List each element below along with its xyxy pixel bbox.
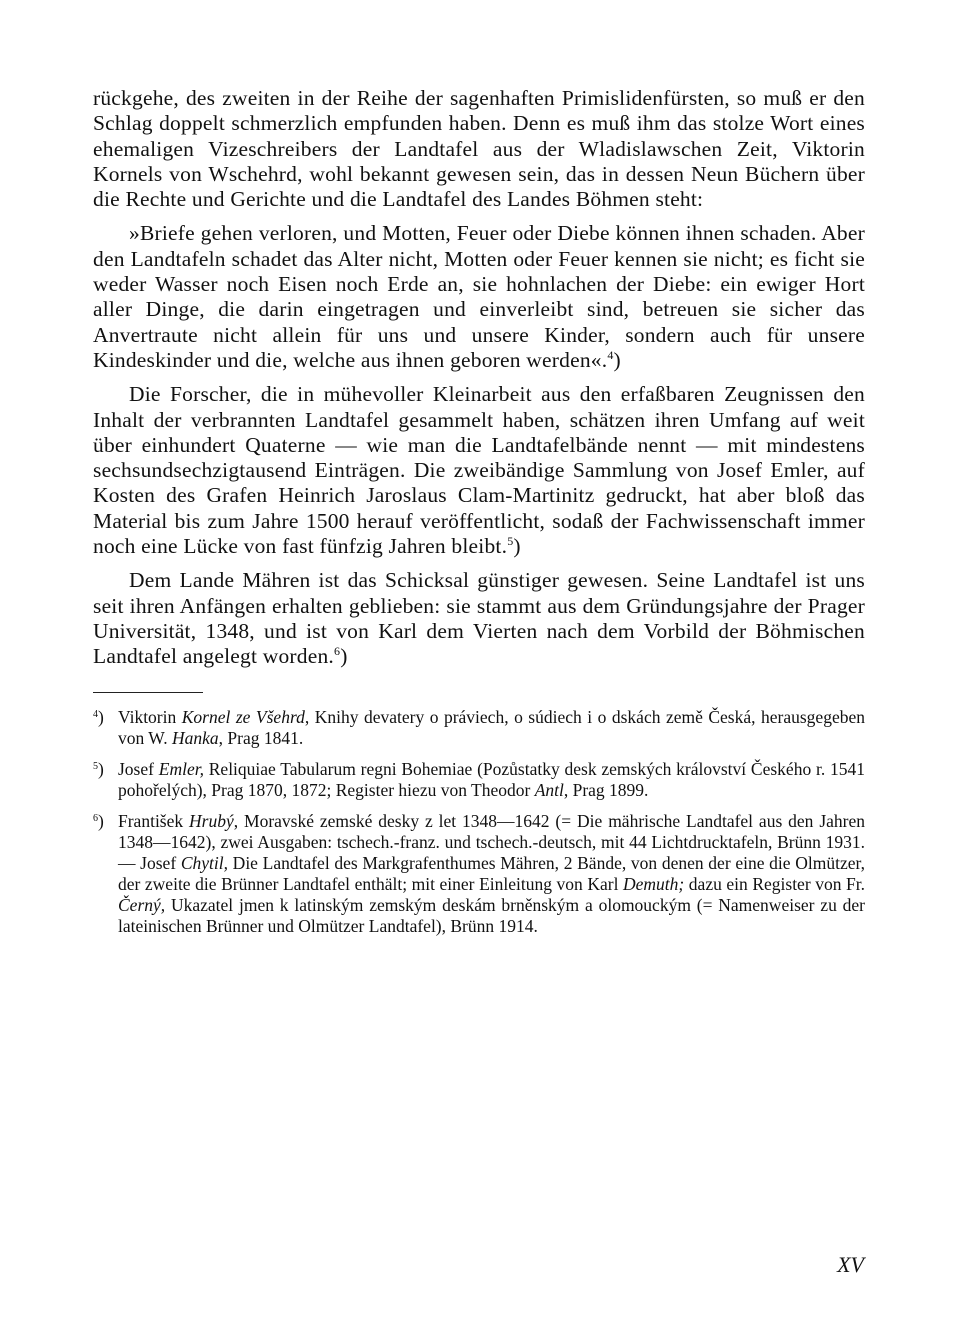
footnote-separator <box>93 692 203 693</box>
document-page <box>93 86 865 947</box>
paragraph-4: Dem Lande Mähren ist das Schicksal günstiger gewesen. Seine Landtafel ist uns seit ihren Anfängen erhalten geblieben: sie stammt aus dem Gründungsjahre der Prager Universität, 1348, und ist von Karl dem Vierten nach dem Vorbild der Böhmischen Landtafel angelegt worden.$^6$) <box>93 568 865 669</box>
paragraph-text: rückgehe, des zweiten in der Reihe der sagenhaften Primislidenfürsten, so muß er den Schlag doppelt schmerzlich empfunden haben. Denn es muß ihm das stolze Wort eines ehemaligen Vizeschreibers der Landtafel aus der Wladislawschen Zeit, Viktorin Kornels von Wschehrd, wohl bekannt gewesen sein, das in dessen Neun Büchern über die Rechte und Gerichte und die Landtafel des Landes Böhmen steht: <box>93 86 865 212</box>
footnote-4 <box>93 707 865 749</box>
footnote-ref-4: 4 <box>607 347 614 362</box>
paragraph-text: »Briefe gehen verloren, und Motten, Feuer oder Diebe können ihnen schaden. Aber den Landtafeln schadet das Alter nicht, Motten oder Feuer kennen sie nicht; es ficht sie weder Wasser noch Eisen noch Erde an, sie hohnlachen der Diebe: ein ewiger Hort aller Dinge, die darin eingetragen und einverleibt sind, betreuen sie sicher das Anvertraute nicht allein für uns und unsere Kinder, sondern auch für unsere Kindeskinder und die, welche aus ihnen geboren werden«. <box>93 221 865 372</box>
footnote-text: František Hrubý, Moravské zemské desky z let 1348—1642 (= Die mährische Landtafel aus den Jahren 1348—1642), zwei Ausgaben: tschech.-franz. und tschech.-deutsch, mit 44 Lichtdrucktafeln, Brünn 1931. — Josef Chytil, Die Landtafel des Markgrafenthumes Mähren, 2 Bände, von denen der eine die Olmützer, der zweite die Brünner Landtafel enthält; mit einer Einleitung von Karl Demuth; dazu ein Register von Fr. Černý, Ukazatel jmen k latinským zemským deskám brněnským a olomouckým (= Namenweiser zu der lateinischen Brünner und Olmützer Landtafel), Brünn 1914. <box>118 810 865 936</box>
footnote-mark: $^6$) <box>93 810 104 831</box>
footnote-ref-5: 5 <box>507 534 514 549</box>
footnote-5 <box>93 759 865 801</box>
footnote-text: Josef Emler, Reliquiae Tabularum regni Bohemiae (Pozůstatky desk zemských království Českého r. 1541 pohořelých), Prag 1870, 1872; Register hiezu von Theodor Antl, Prag 1899. <box>118 758 866 800</box>
paragraph-text: Dem Lande Mähren ist das Schicksal günstiger gewesen. Seine Landtafel ist uns seit ihren Anfängen erhalten geblieben: sie stammt aus dem Gründungsjahre der Prager Universität, 1348, und ist von Karl dem Vierten nach dem Vorbild der Böhmischen Landtafel angelegt worden. <box>93 568 865 669</box>
footnote-text: Viktorin Kornel ze Všehrd, Knihy devatery o práviech, o súdiech i o dskách země Česká, herausgegeben von W. Hanka, Prag 1841. <box>118 706 865 748</box>
footnote-mark: $^4$) <box>93 706 104 727</box>
footnote-6 <box>93 811 865 937</box>
footnotes <box>93 707 865 937</box>
paragraph-1 <box>93 86 865 212</box>
page-number: XV <box>837 1252 864 1277</box>
paragraph-3: Die Forscher, die in mühevoller Kleinarbeit aus den erfaßbaren Zeugnissen den Inhalt der verbrannten Landtafel gesammelt haben, schätzen ihren Umfang auf weit über einhundert Quaterne — wie man die Landtafelbände nennt — mit mindestens sechsundsechzigtausend Einträgen. Die zweibändige Sammlung von Josef Emler, auf Kosten des Grafen Heinrich Jaroslaus Clam-Martinitz gedruckt, hat aber bloß das Material bis zum Jahre 1500 herauf veröffentlicht, sodaß der Fachwissenschaft immer noch eine Lücke von fast fünfzig Jahren bleibt.$^5$) <box>93 382 865 559</box>
paragraph-2-quote: »Briefe gehen verloren, und Motten, Feuer oder Diebe können ihnen schaden. Aber den Landtafeln schadet das Alter nicht, Motten oder Feuer kennen sie nicht; es ficht sie weder Wasser noch Eisen noch Erde an, sie hohnlachen der Diebe: ein ewiger Hort aller Dinge, die darin eingetragen und einverleibt sind, betreuen sie sicher das Anvertraute nicht allein für uns und unsere Kinder, sondern auch für unsere Kindeskinder und die, welche aus ihnen geboren werden«.$^4$) <box>93 221 865 372</box>
paragraph-text: Die Forscher, die in mühevoller Kleinarbeit aus den erfaßbaren Zeugnissen den Inhalt der verbrannten Landtafel gesammelt haben, schätzen ihren Umfang auf weit über einhundert Quaterne — wie man die Landtafelbände nennt — mit mindestens sechsundsechzigtausend Einträgen. Die zweibändige Sammlung von Josef Emler, auf Kosten des Grafen Heinrich Jaroslaus Clam-Martinitz gedruckt, hat aber bloß das Material bis zum Jahre 1500 herauf veröffentlicht, sodaß der Fachwissenschaft immer noch eine Lücke von fast fünfzig Jahren bleibt. <box>93 382 865 559</box>
footnote-mark: $^5$) <box>93 758 104 779</box>
footnote-ref-6: 6 <box>334 644 341 659</box>
